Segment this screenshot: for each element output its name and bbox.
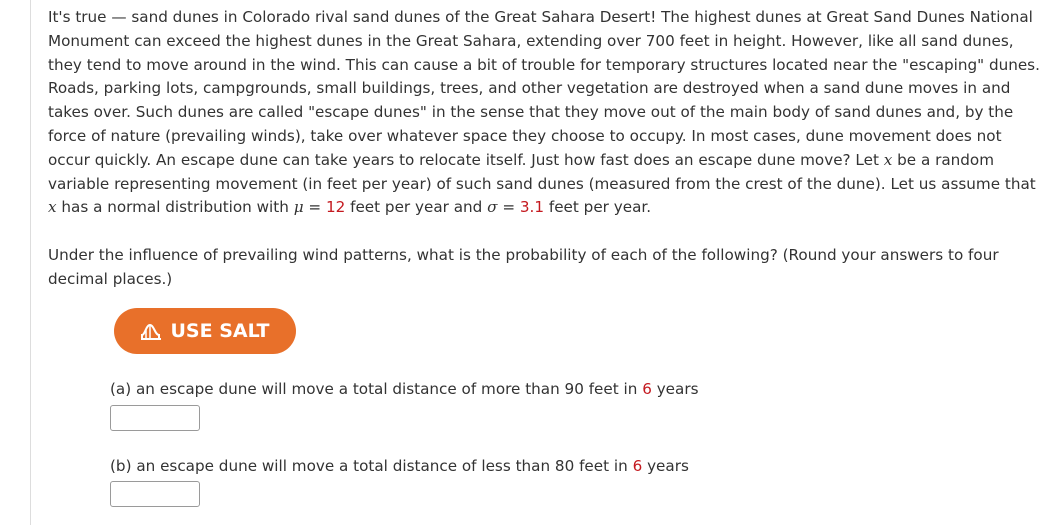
problem-text: be a random xyxy=(897,150,995,169)
salt-icon xyxy=(140,321,162,341)
problem-line xyxy=(48,196,1050,220)
part-a-prompt xyxy=(110,380,698,398)
left-margin-rule xyxy=(30,0,31,525)
problem-line: variable representing movement (in feet per year) of such sand dunes (measured from the crest of the dune). Let us assume that xyxy=(48,174,1036,193)
part-b-years-value: 6 xyxy=(632,457,643,475)
variable-x: x xyxy=(883,150,893,169)
problem-line: Monument can exceed the highest dunes in the Great Sahara, extending over 700 feet in height. However, like all sand dunes, xyxy=(48,31,1014,50)
equals-sign: = xyxy=(502,198,516,217)
part-b-prompt xyxy=(110,457,689,475)
problem-text: feet per year. xyxy=(548,198,652,217)
problem-line: takes over. Such dunes are called "escape dunes" in the sense that they move out of the main body of sand dunes and, by the xyxy=(48,103,1014,122)
part-a-years-value: 6 xyxy=(642,380,652,398)
problem-line: It's true — sand dunes in Colorado rival sand dunes of the Great Sahara Desert! The highest dunes at Great Sand Dunes National xyxy=(48,8,1033,26)
question-prompt xyxy=(48,244,999,292)
problem-line: they tend to move around in the wind. This can cause a bit of trouble for temporary structures located near the "escaping" dunes. xyxy=(48,55,1040,74)
sigma-symbol: σ xyxy=(487,198,498,217)
variable-x: x xyxy=(48,198,57,217)
use-salt-label: USE SALT xyxy=(170,320,270,342)
problem-text: has a normal distribution with xyxy=(61,198,289,217)
problem-statement xyxy=(48,6,1050,220)
mu-symbol: μ xyxy=(293,198,304,217)
problem-line: Roads, parking lots, campgrounds, small buildings, trees, and other vegetation are destroyed when a sand dune moves in and xyxy=(48,79,1011,98)
mu-value: 12 xyxy=(325,198,346,217)
problem-text: feet per year and xyxy=(350,198,483,217)
part-a-years-label: years xyxy=(656,380,699,398)
part-b-text: (b) an escape dune will move a total distance of less than 80 feet in xyxy=(110,457,628,475)
problem-text: occur quickly. An escape dune can take years to relocate itself. Just how fast does an escape dune move? Let xyxy=(48,150,879,169)
sigma-value: 3.1 xyxy=(519,198,545,217)
question-line: decimal places.) xyxy=(48,269,173,288)
use-salt-button[interactable] xyxy=(114,308,296,354)
problem-line xyxy=(48,149,1050,173)
part-b-answer-input[interactable] xyxy=(110,481,200,507)
problem-line: force of nature (prevailing winds), take over whatever space they choose to occupy. In most cases, dune movement does not xyxy=(48,126,1002,145)
equals-sign: = xyxy=(308,198,322,217)
part-b-years-label: years xyxy=(647,457,689,475)
part-a-text: (a) an escape dune will move a total distance of more than 90 feet in xyxy=(110,380,638,398)
part-a-answer-input[interactable] xyxy=(110,405,200,431)
question-line: Under the influence of prevailing wind patterns, what is the probability of each of the following? (Round your answers to four xyxy=(48,246,999,264)
